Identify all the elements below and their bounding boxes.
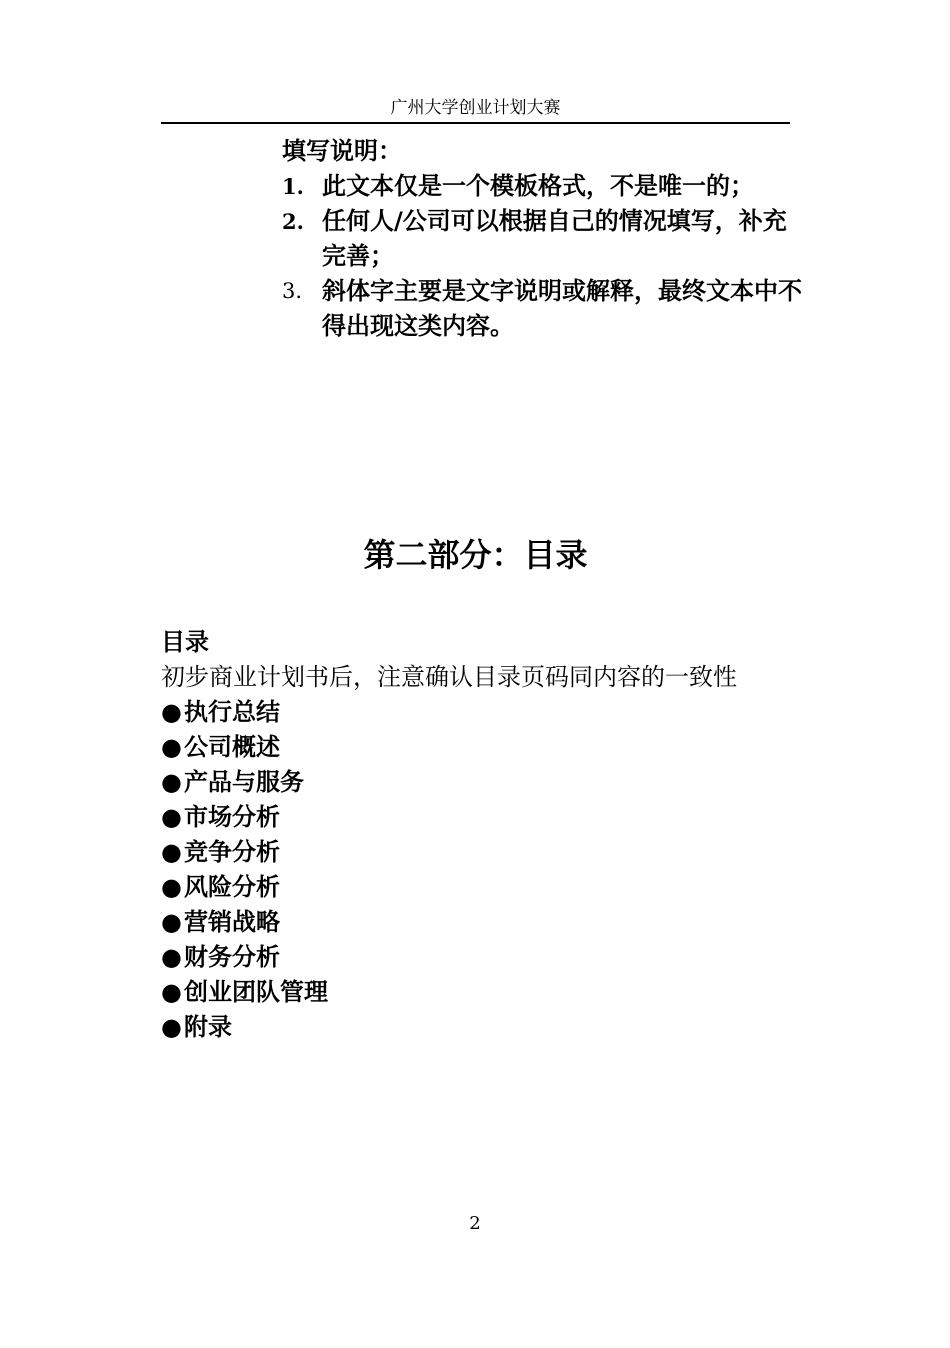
toc-item: [161, 870, 790, 905]
bullet-icon: ●: [161, 803, 182, 831]
toc-item: [161, 975, 790, 1010]
instruction-text: 任何人/公司可以根据自己的情况填写，补充完善；: [322, 207, 787, 270]
toc-item: [161, 800, 790, 835]
instructions-title: 填写说明：: [282, 137, 402, 165]
toc-item: [161, 1010, 790, 1045]
toc-item-label: 风险分析: [183, 873, 280, 901]
instruction-item: [282, 169, 802, 204]
bullet-icon: ●: [161, 733, 182, 761]
instruction-text: 此文本仅是一个模板格式，不是唯一的；: [322, 172, 754, 200]
instruction-text: 斜体字主要是文字说明或解释，最终文本中不得出现这类内容。: [322, 277, 802, 340]
bullet-icon: ●: [161, 698, 182, 726]
page-header: [161, 96, 790, 124]
toc-item-label: 营销战略: [183, 908, 280, 936]
toc-item: [161, 765, 790, 800]
instruction-number: 2.: [282, 209, 304, 234]
instruction-number: 3.: [282, 279, 303, 303]
toc-list: [161, 695, 790, 1045]
bullet-icon: ●: [161, 838, 182, 866]
toc-heading: 目录: [161, 628, 209, 656]
toc-item: [161, 835, 790, 870]
toc-item-label: 执行总结: [183, 698, 280, 726]
instructions-block: [282, 134, 802, 344]
bullet-icon: ●: [161, 873, 182, 901]
bullet-icon: ●: [161, 1013, 182, 1041]
toc-item-label: 产品与服务: [183, 768, 304, 796]
toc-item-label: 市场分析: [183, 803, 280, 831]
toc-item-label: 附录: [183, 1013, 232, 1041]
instruction-item: [282, 204, 802, 274]
instruction-number: 1.: [282, 174, 304, 199]
toc-note: 初步商业计划书后，注意确认目录页码同内容的一致性: [161, 663, 737, 691]
toc-item-label: 财务分析: [183, 943, 280, 971]
bullet-icon: ●: [161, 908, 182, 936]
bullet-icon: ●: [161, 943, 182, 971]
toc-item: [161, 905, 790, 940]
header-title: 广州大学创业计划大赛: [390, 98, 561, 118]
toc-item: [161, 730, 790, 765]
toc-item-label: 创业团队管理: [183, 978, 328, 1006]
instruction-item: [282, 274, 802, 344]
toc-item-label: 公司概述: [183, 733, 280, 761]
toc-item-label: 竞争分析: [183, 838, 280, 866]
table-of-contents: [161, 625, 790, 1045]
section-title: 第二部分：目录: [363, 536, 588, 574]
page-number: 2: [469, 1213, 481, 1234]
toc-item: [161, 940, 790, 975]
bullet-icon: ●: [161, 768, 182, 796]
toc-item: [161, 695, 790, 730]
bullet-icon: ●: [161, 978, 182, 1006]
